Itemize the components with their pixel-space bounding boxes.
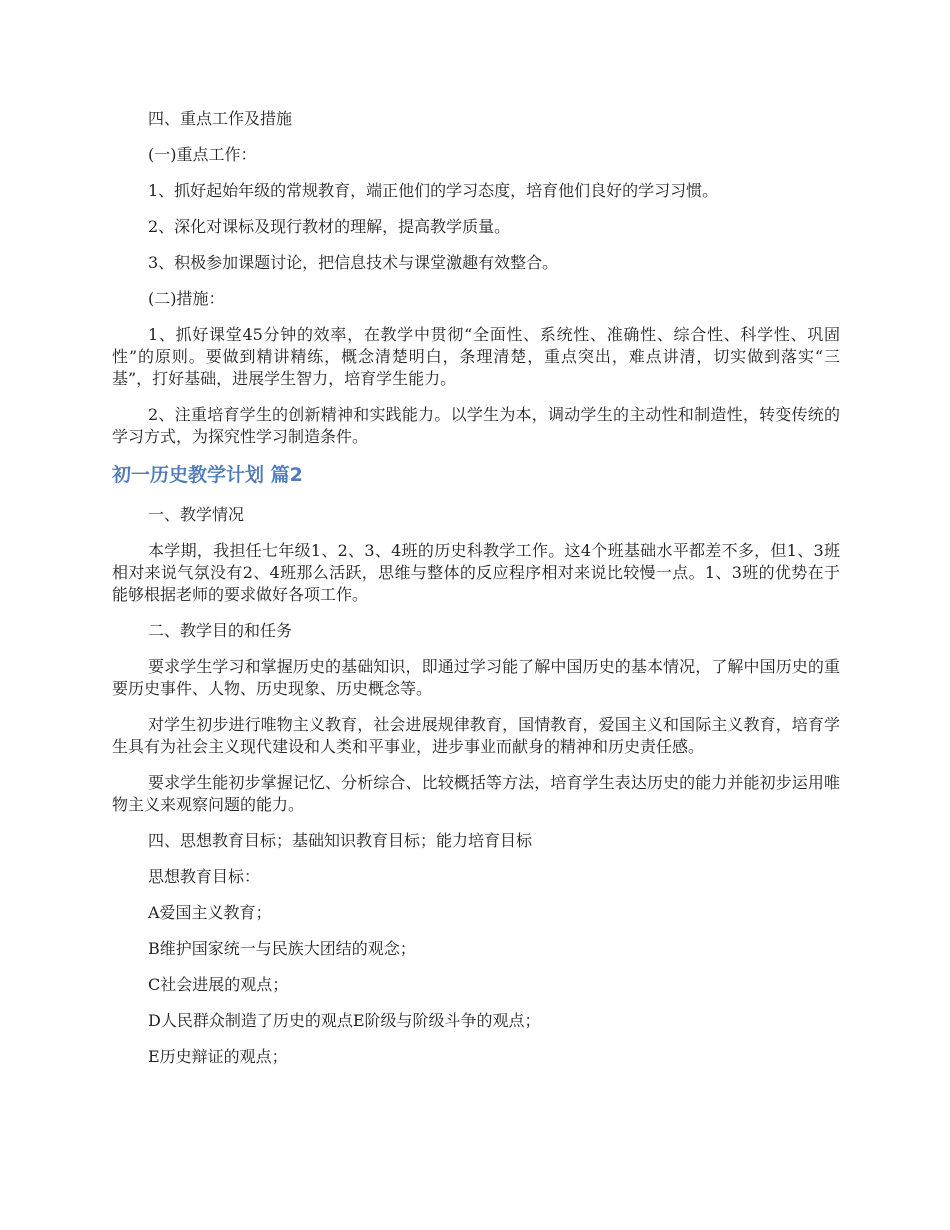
section-heading: 四、重点工作及措施	[148, 109, 293, 128]
subheading-key-work: (一)重点工作：	[148, 145, 257, 164]
paragraph: 二、教学目的和任务	[148, 621, 293, 640]
list-item: C社会进展的观点；	[148, 975, 289, 994]
paragraph: 1、抓好课堂45分钟的效率，在教学中贯彻“全面性、系统性、准确性、综合性、科学性、巩固性”的原则。要做到精讲精练，概念清楚明白，条理清楚，重点突出，难点讲清，切实做到落实“三基”，打好基础，进展学生智力，培育学生能力。	[112, 325, 840, 388]
document-page	[112, 108, 840, 1082]
paragraph: 本学期，我担任七年级1、2、3、4班的历史科教学工作。这4个班基础水平都差不多，但1、3班相对来说气氛没有2、4班那么活跃，思维与整体的反应程序相对来说比较慢一点。1、3班的优势在于能够根据老师的要求做好各项工作。	[112, 541, 840, 604]
paragraph: 一、教学情况	[148, 505, 245, 524]
paragraph: 思想教育目标：	[148, 867, 261, 886]
subheading-measures: (二)措施：	[148, 289, 225, 308]
list-item: E历史辩证的观点；	[148, 1047, 288, 1066]
paragraph: 对学生初步进行唯物主义教育，社会进展规律教育，国情教育，爱国主义和国际主义教育，培育学生具有为社会主义现代建设和人类和平事业，进步事业而献身的精神和历史责任感。	[112, 715, 840, 756]
list-item: D人民群众制造了历史的观点E阶级与阶级斗争的观点；	[148, 1011, 541, 1030]
list-item: A爱国主义教育；	[148, 903, 272, 922]
list-item: B维护国家统一与民族大团结的观念；	[148, 939, 416, 958]
list-item: 1、抓好起始年级的常规教育，端正他们的学习态度，培育他们良好的学习习惯。	[148, 181, 719, 200]
article-title: 初一历史教学计划 篇2	[112, 464, 303, 486]
paragraph: 要求学生学习和掌握历史的基础知识，即通过学习能了解中国历史的基本情况，了解中国历史的重要历史事件、人物、历史现象、历史概念等。	[112, 657, 840, 698]
paragraph: 2、注重培育学生的创新精神和实践能力。以学生为本，调动学生的主动性和制造性，转变传统的学习方式，为探究性学习制造条件。	[112, 405, 840, 446]
list-item: 3、积极参加课题讨论，把信息技术与课堂激趣有效整合。	[148, 253, 559, 272]
paragraph: 四、思想教育目标；基础知识教育目标；能力培育目标	[148, 831, 533, 850]
list-item: 2、深化对课标及现行教材的理解，提高教学质量。	[148, 217, 511, 236]
paragraph: 要求学生能初步掌握记忆、分析综合、比较概括等方法，培育学生表达历史的能力并能初步运用唯物主义来观察问题的能力。	[112, 773, 840, 814]
